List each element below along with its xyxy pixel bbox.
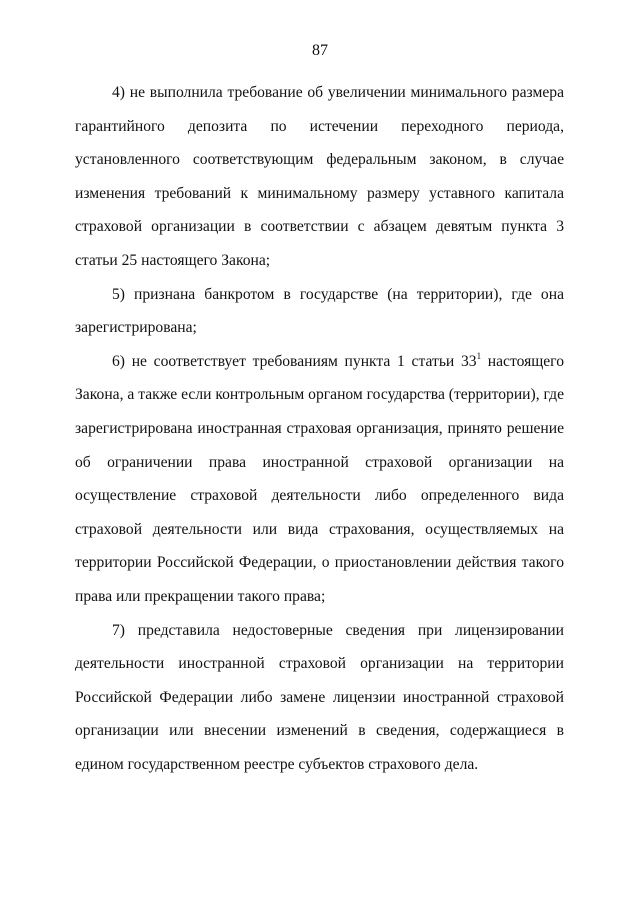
document-body [75,76,564,781]
paragraph-item-4: 4) не выполнила требование об увеличении минимального размера гарантийного депозита по истечении переходного периода, установленного соответствующим федеральным законом, в случае изменения требований к минимальному размеру уставного капитала страховой организации в соответствии с абзацем девятым пункта 3 статьи 25 настоящего Закона; [75,84,564,269]
page-number: 87 [312,42,328,59]
paragraph-item-6-text-start: 6) не соответствует требованиям пункта 1 статьи 33 [112,352,477,370]
paragraph-item-7: 7) представила недостоверные сведения при лицензировании деятельности иностранной страховой организации на территории Российской Федерации либо замене лицензии иностранной страховой организации или внесении изменений в сведения, содержащиеся в едином государственном реестре субъектов страхового дела. [75,621,564,773]
paragraph-item-6 [75,345,564,614]
paragraph-item-6-text-end: настоящего Закона, а также если контрольным органом государства (территории), где зарегистрирована иностранная страховая организация, принято решение об ограничении права иностранной страховой организации на осуществление страховой деятельности либо определенного вида страховой деятельности или вида страхования, осуществляемых на территории Российской Федерации, о приостановлении действия такого права или прекращении такого права; [75,352,564,605]
paragraph-item-5: 5) признана банкротом в государстве (на территории), где она зарегистрирована; [75,285,564,337]
article-superscript: 1 [476,350,482,361]
